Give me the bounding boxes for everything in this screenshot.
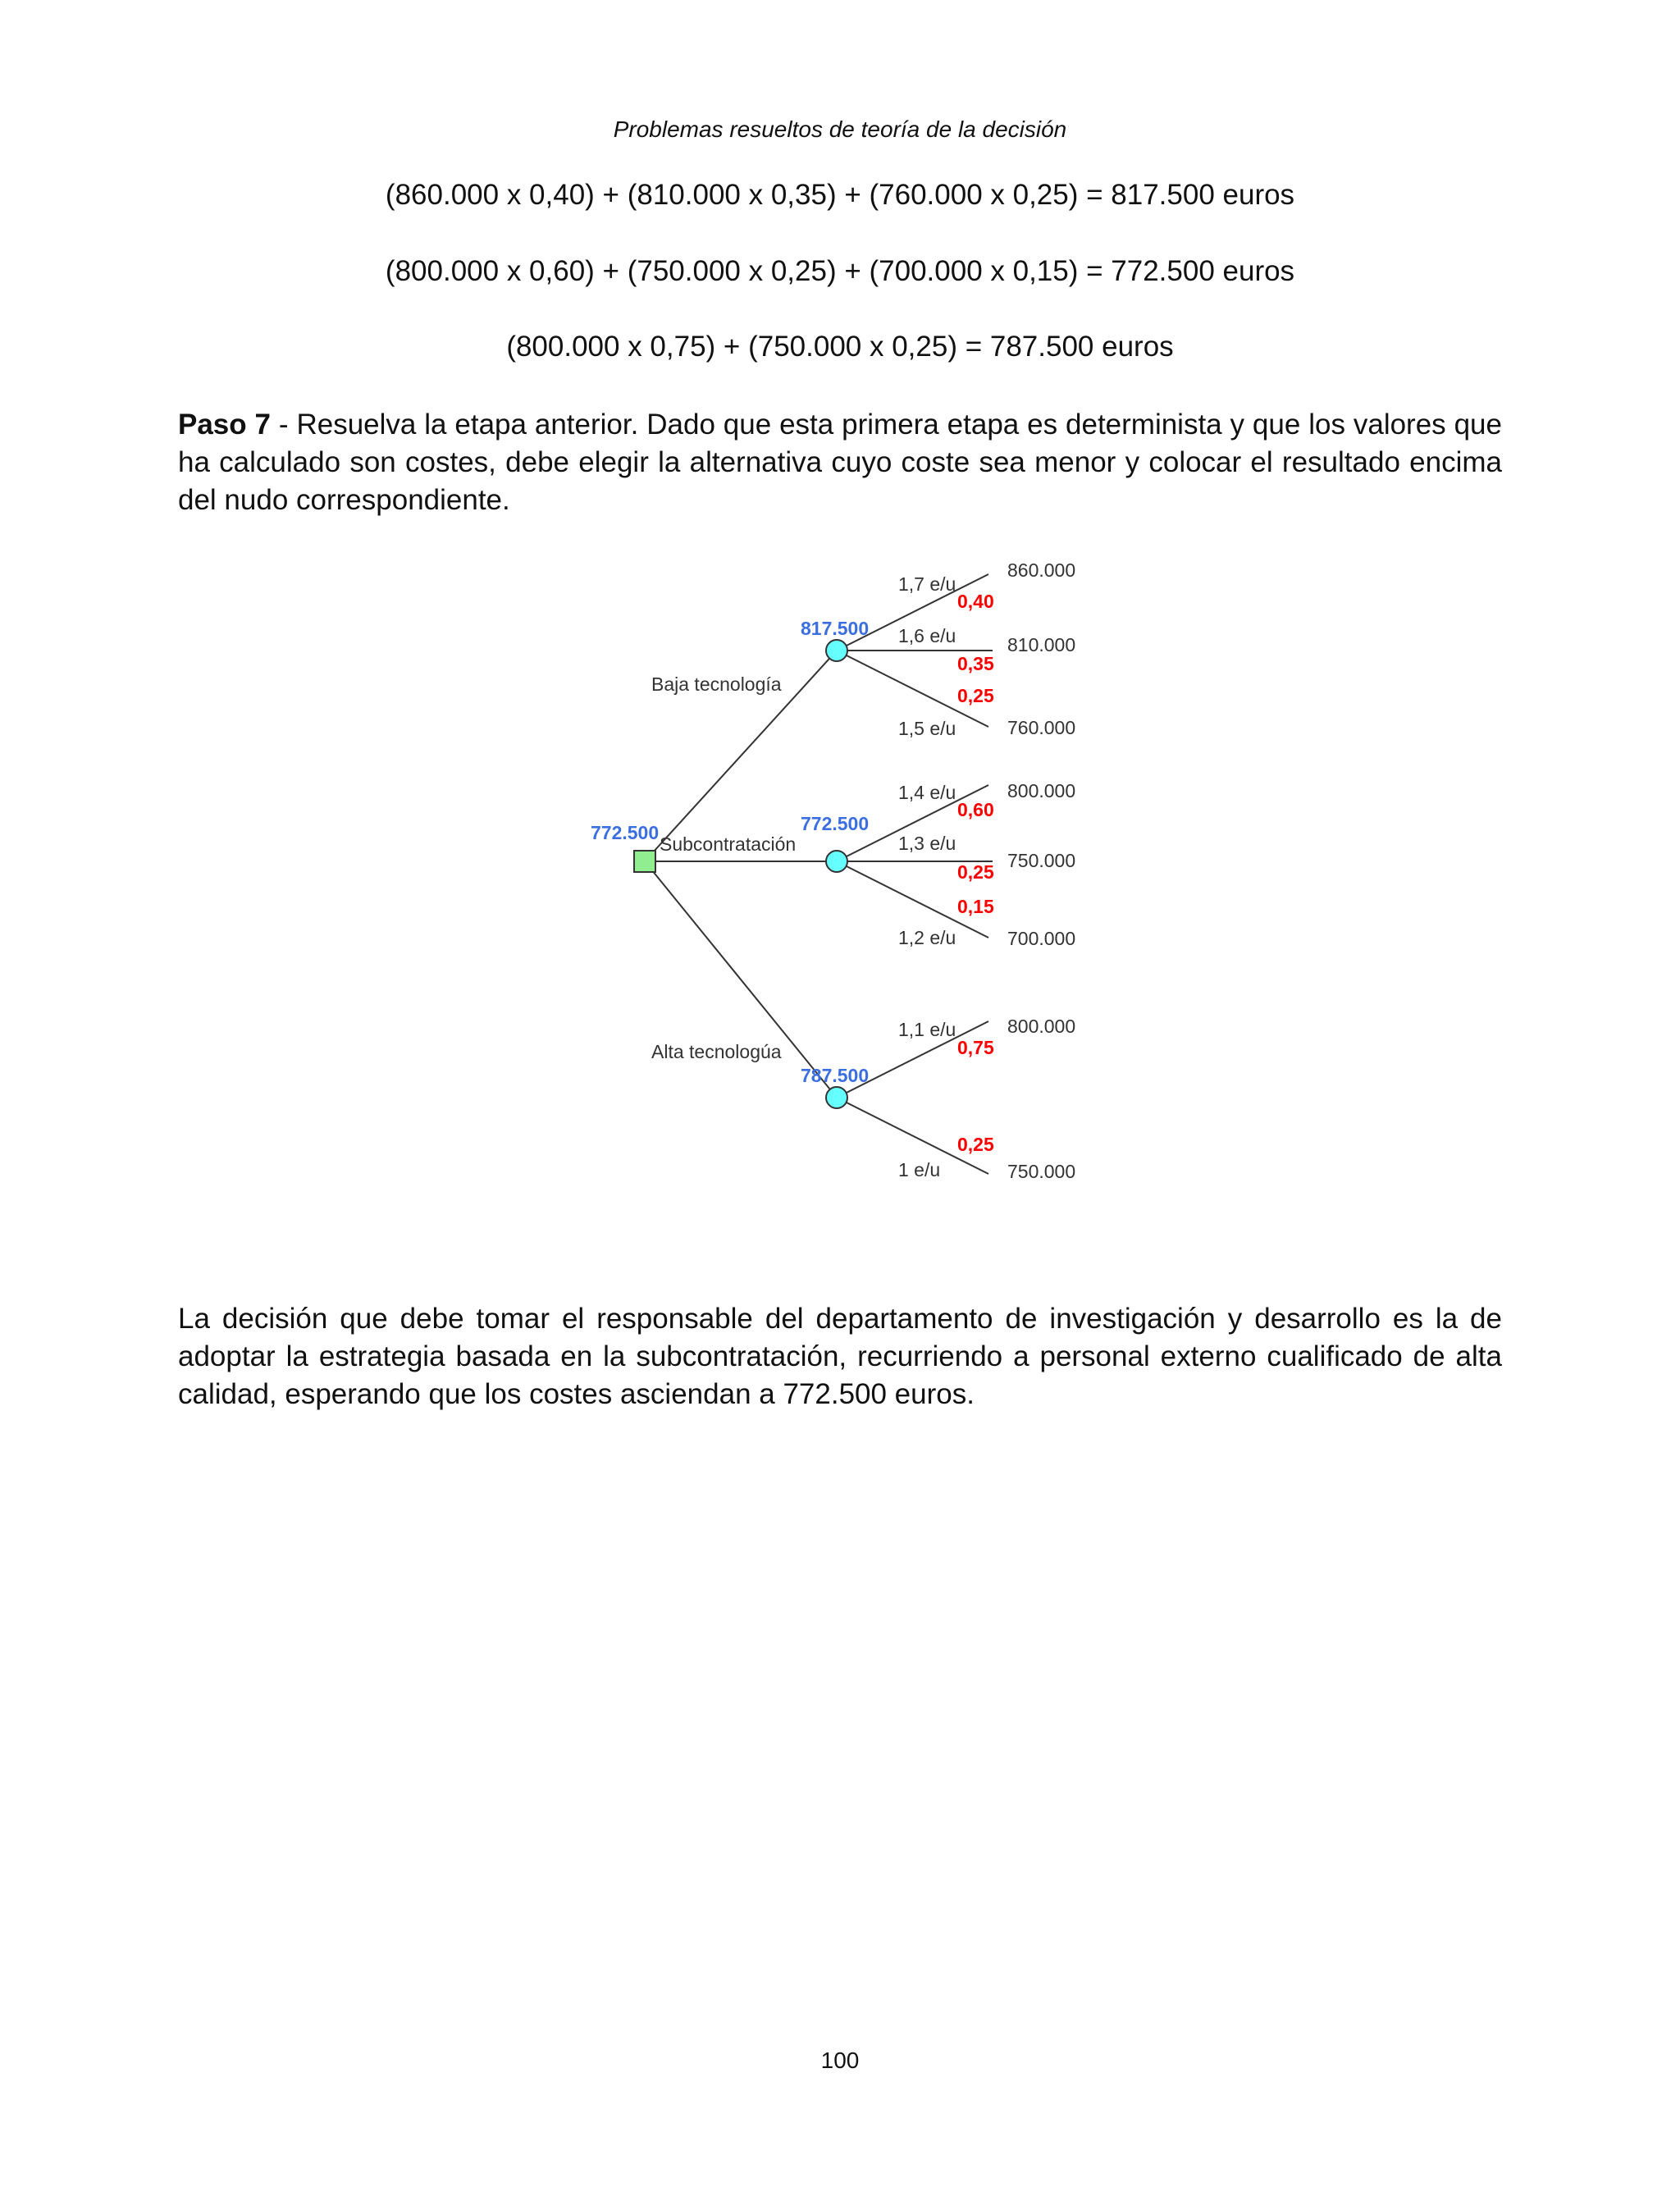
- branch-label-baja-tecnologia: Baja tecnología: [651, 673, 782, 695]
- outcome-probability: 0,25: [957, 685, 994, 706]
- chance-value-subcontratacion: 772.500: [801, 813, 870, 834]
- outcome-payoff: 810.000: [1007, 634, 1076, 655]
- step-paragraph: [178, 406, 1502, 519]
- root-expected-value: 772.500: [591, 822, 660, 843]
- step-text: - Resuelva la etapa anterior. Dado que esta primera etapa es determinista y que los valores que ha calculado son costes, debe elegir la alternativa cuyo coste sea menor y colocar el resultado encima del nudo correspondiente.: [178, 409, 1502, 516]
- outcome-label: 1,1 e/u: [898, 1019, 956, 1040]
- outcome-payoff: 700.000: [1007, 928, 1076, 949]
- outcome-probability: 0,15: [957, 896, 994, 917]
- decision-tree-diagram: [574, 550, 1116, 1206]
- outcome-probability: 0,75: [957, 1037, 994, 1058]
- outcome-payoff: 750.000: [1007, 850, 1076, 871]
- page-number: 100: [820, 2048, 860, 2073]
- outcome-payoff: 860.000: [1007, 559, 1076, 581]
- formula-alta-tecnologia: (800.000 x 0,75) + (750.000 x 0,25) = 787.500 euros: [506, 331, 1174, 363]
- chance-node-alta-tecnologia: [826, 1087, 847, 1108]
- outcome-label: 1,4 e/u: [898, 782, 956, 803]
- chance-value-baja-tecnologia: 817.500: [801, 618, 870, 639]
- chance-node-subcontratacion: [826, 851, 847, 872]
- outcome-label: 1,7 e/u: [898, 573, 956, 595]
- outcome-label: 1,3 e/u: [898, 833, 956, 854]
- formula-subcontratacion: (800.000 x 0,60) + (750.000 x 0,25) + (700.000 x 0,15) = 772.500 euros: [385, 255, 1295, 287]
- outcome-probability: 0,25: [957, 861, 994, 883]
- outcome-label: 1,2 e/u: [898, 927, 956, 948]
- conclusion-paragraph: La decisión que debe tomar el responsable del departamento de investigación y desarrollo es la de adoptar la estrategia basada en la subcontratación, recurriendo a personal externo cualificado de alta calidad, esperando que los costes asciendan a 772.500 euros.: [178, 1303, 1502, 1410]
- chance-value-alta-tecnologia: 787.500: [801, 1065, 870, 1086]
- outcome-label: 1,5 e/u: [898, 718, 956, 739]
- outcome-payoff: 800.000: [1007, 1016, 1076, 1037]
- outcome-label: 1 e/u: [898, 1159, 941, 1180]
- outcome-probability: 0,35: [957, 653, 994, 674]
- formula-baja-tecnologia: (860.000 x 0,40) + (810.000 x 0,35) + (760.000 x 0,25) = 817.500 euros: [385, 179, 1295, 211]
- outcome-payoff: 800.000: [1007, 780, 1076, 801]
- branch-label-subcontratacion: Subcontratación: [660, 833, 797, 855]
- outcome-label: 1,6 e/u: [898, 625, 956, 646]
- outcome-probability: 0,40: [957, 591, 994, 612]
- outcome-payoff: 760.000: [1007, 717, 1076, 738]
- chance-node-baja-tecnologia: [826, 640, 847, 661]
- step-label: Paso 7: [178, 409, 272, 441]
- outcome-payoff: 750.000: [1007, 1161, 1076, 1182]
- outcome-probability: 0,60: [957, 799, 994, 820]
- running-header: Problemas resueltos de teoría de la decisión: [613, 116, 1067, 142]
- outcome-probability: 0,25: [957, 1134, 994, 1155]
- decision-node: [634, 851, 655, 872]
- branch-label-alta-tecnologia: Alta tecnologúa: [651, 1041, 782, 1062]
